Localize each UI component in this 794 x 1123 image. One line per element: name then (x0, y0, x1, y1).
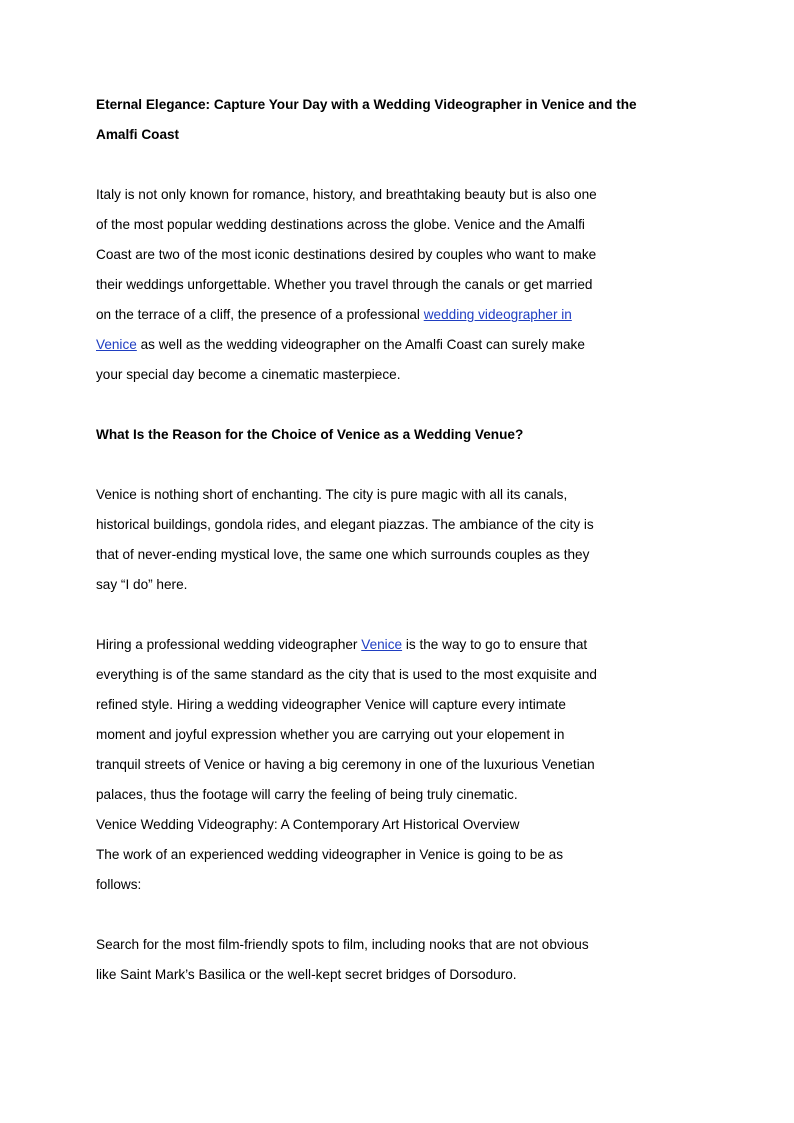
para3-line-1 (96, 630, 616, 660)
intro-line-2: of the most popular wedding destinations across the globe. Venice and the Amalfi (96, 217, 585, 232)
spacer (96, 900, 616, 930)
intro-line-4: their weddings unforgettable. Whether you travel through the canals or get married (96, 277, 593, 292)
para2-line-3: that of never-ending mystical love, the same one which surrounds couples as they (96, 547, 590, 562)
document-title-line-1: Eternal Elegance: Capture Your Day with a Wedding Videographer in Venice and the (96, 97, 637, 112)
spacer (96, 150, 616, 180)
spacer (96, 390, 616, 420)
intro-line-5-text: on the terrace of a cliff, the presence of a professional (96, 307, 424, 322)
para3-line-1-post: is the way to go to ensure that (402, 637, 588, 652)
para2-line-4: say “I do” here. (96, 577, 188, 592)
para3-line-5: tranquil streets of Venice or having a big ceremony in one of the luxurious Venetian (96, 757, 595, 772)
intro-line-6 (96, 330, 616, 360)
section-heading-venice-venue: What Is the Reason for the Choice of Venice as a Wedding Venue? (96, 427, 524, 442)
para4-line-1: Search for the most film-friendly spots to film, including nooks that are not obvious (96, 937, 589, 952)
wedding-videographer-venice-link-part-1[interactable]: wedding videographer in (423, 307, 572, 322)
para4-line-2: like Saint Mark’s Basilica or the well-kept secret bridges of Dorsoduro. (96, 967, 517, 982)
intro-line-3: Coast are two of the most iconic destinations desired by couples who want to make (96, 247, 597, 262)
intro-line-7: your special day become a cinematic masterpiece. (96, 367, 401, 382)
document-page (96, 90, 637, 990)
para2-line-1: Venice is nothing short of enchanting. The city is pure magic with all its canals, (96, 487, 568, 502)
spacer (96, 600, 616, 630)
intro-line-6-text: as well as the wedding videographer on the Amalfi Coast can surely make (136, 337, 585, 352)
document-title-line-2: Amalfi Coast (96, 127, 180, 142)
intro-line-5 (96, 300, 616, 330)
para3-line-6: palaces, thus the footage will carry the feeling of being truly cinematic. (96, 787, 518, 802)
para3-line-4: moment and joyful expression whether you are carrying out your elopement in (96, 727, 565, 742)
para3-line-9: follows: (96, 877, 142, 892)
para3-line-1-pre: Hiring a professional wedding videographer (96, 637, 362, 652)
para3-line-8: The work of an experienced wedding videographer in Venice is going to be as (96, 847, 564, 862)
para3-line-2: everything is of the same standard as the city that is used to the most exquisite and (96, 667, 597, 682)
spacer (96, 450, 616, 480)
venice-link[interactable]: Venice (361, 637, 403, 652)
wedding-videographer-venice-link-part-2[interactable]: Venice (96, 337, 137, 352)
intro-line-1: Italy is not only known for romance, history, and breathtaking beauty but is also one (96, 187, 597, 202)
para3-line-3: refined style. Hiring a wedding videographer Venice will capture every intimate (96, 697, 566, 712)
para3-line-7: Venice Wedding Videography: A Contemporary Art Historical Overview (96, 817, 520, 832)
para2-line-2: historical buildings, gondola rides, and elegant piazzas. The ambiance of the city is (96, 517, 594, 532)
